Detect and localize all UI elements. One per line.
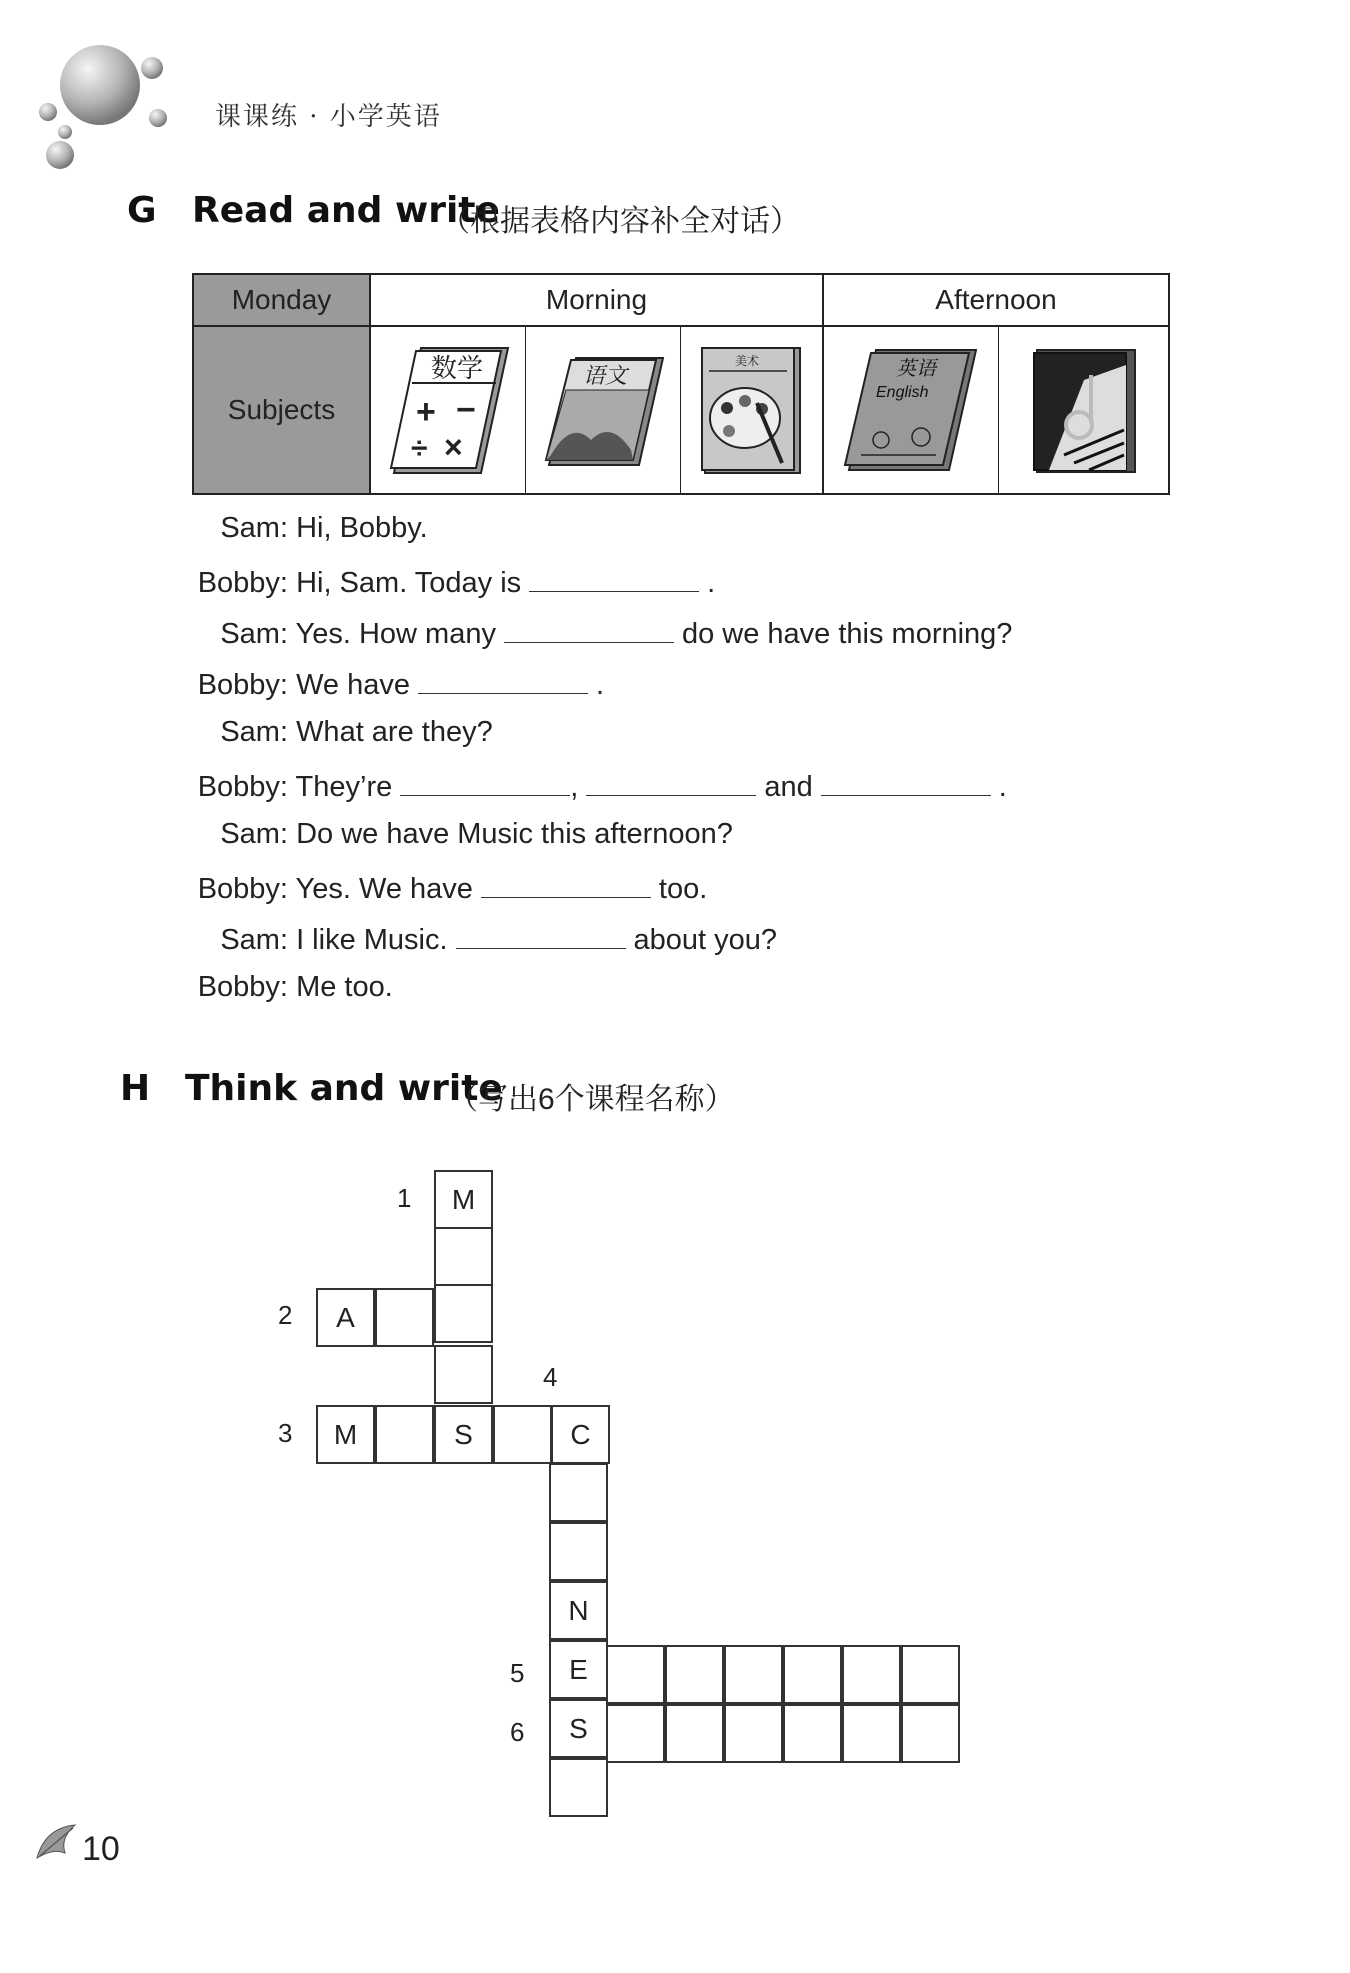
- dialogue-text: ,: [570, 771, 579, 803]
- answer-blank[interactable]: [586, 767, 756, 796]
- english-book-icon: [841, 345, 981, 475]
- answer-blank[interactable]: [529, 563, 699, 592]
- crossword-cell[interactable]: [375, 1405, 434, 1464]
- chinese-book-cell: [526, 327, 681, 493]
- afternoon-header: Afternoon: [824, 275, 1168, 327]
- clue-number-6: 6: [510, 1717, 525, 1747]
- answer-blank[interactable]: [504, 614, 674, 643]
- dialogue-text: and: [764, 771, 813, 803]
- speaker: Sam:: [220, 512, 288, 544]
- clue-number-4: 4: [543, 1362, 558, 1392]
- dialogue-line-4: [185, 665, 604, 702]
- crossword-cell[interactable]: [783, 1645, 842, 1704]
- crossword-cell[interactable]: M: [434, 1170, 493, 1229]
- dialogue-line-2: [185, 563, 715, 600]
- math-book-cell: [371, 327, 526, 493]
- crossword-cell[interactable]: [901, 1704, 960, 1763]
- speaker: Bobby:: [197, 567, 288, 599]
- crossword-cell[interactable]: [665, 1704, 724, 1763]
- crossword-cell[interactable]: [783, 1704, 842, 1763]
- dialogue-text: Yes. How many: [295, 618, 496, 650]
- section-g-title: Read and write: [192, 190, 500, 231]
- dialogue-line-7: [185, 818, 733, 851]
- dialogue-text: do we have this morning?: [681, 618, 1013, 650]
- speaker: Sam:: [220, 716, 288, 748]
- clue-number-2: 2: [278, 1300, 293, 1330]
- crossword-cell[interactable]: [842, 1645, 901, 1704]
- svg-text:÷: ÷: [410, 431, 427, 465]
- dialogue-line-6: [185, 767, 1007, 804]
- answer-blank[interactable]: [821, 767, 991, 796]
- dialogue-text: .: [595, 669, 605, 701]
- section-g-letter: G: [127, 190, 157, 231]
- speaker: Bobby:: [197, 873, 288, 905]
- speaker: Sam:: [220, 818, 288, 850]
- english-book-cell: [824, 327, 999, 493]
- speaker: Bobby:: [197, 971, 288, 1003]
- crossword-cell[interactable]: [606, 1645, 665, 1704]
- answer-blank[interactable]: [418, 665, 588, 694]
- morning-header: Morning: [371, 275, 824, 327]
- clue-number-1: 1: [397, 1183, 412, 1213]
- clue-number-5: 5: [510, 1658, 525, 1688]
- crossword-cell[interactable]: C: [551, 1405, 610, 1464]
- crossword-cell[interactable]: [724, 1704, 783, 1763]
- bubbles-logo-icon: [30, 40, 180, 170]
- crossword-cell[interactable]: M: [316, 1405, 375, 1464]
- crossword-cell[interactable]: [549, 1522, 608, 1581]
- crossword-cell[interactable]: [375, 1288, 434, 1347]
- answer-blank[interactable]: [400, 767, 570, 796]
- dialogue-text: Hi, Bobby.: [296, 512, 428, 544]
- music-book-cell: [999, 327, 1168, 493]
- subjects-label: Subjects: [194, 327, 371, 493]
- section-h-note: （写出6个课程名称）: [448, 1083, 735, 1116]
- dialogue-text: I like Music.: [296, 924, 448, 956]
- dialogue-text: We have: [296, 669, 410, 701]
- dialogue-text: Me too.: [296, 971, 393, 1003]
- speaker: Bobby:: [197, 771, 288, 803]
- leaf-icon: [35, 1823, 80, 1863]
- dialogue-text: .: [707, 567, 716, 599]
- svg-text:−: −: [455, 390, 476, 429]
- art-book-cell: [681, 327, 824, 493]
- dialogue-text: They’re: [295, 771, 393, 803]
- crossword-cell[interactable]: N: [549, 1581, 608, 1640]
- dialogue-line-8: [185, 869, 707, 906]
- dialogue-text: about you?: [633, 924, 778, 956]
- math-book-icon: [386, 343, 511, 478]
- math-book-label: 数学: [430, 353, 483, 384]
- crossword-cell[interactable]: [549, 1758, 608, 1817]
- day-cell: Monday: [194, 275, 371, 327]
- dialogue-line-1: [185, 512, 428, 545]
- dialogue-text: Yes. We have: [295, 873, 473, 905]
- section-h-letter: H: [120, 1068, 151, 1109]
- crossword-cell[interactable]: [434, 1284, 493, 1343]
- dialogue-line-9: [185, 920, 777, 957]
- speaker: Sam:: [220, 618, 288, 650]
- crossword-cell[interactable]: S: [434, 1405, 493, 1464]
- crossword-cell[interactable]: [549, 1463, 608, 1522]
- art-book-label: 美术: [734, 353, 759, 368]
- crossword-cell[interactable]: [493, 1405, 552, 1464]
- english-book-sub: English: [876, 384, 929, 401]
- crossword-cell[interactable]: [665, 1645, 724, 1704]
- crossword-cell[interactable]: A: [316, 1288, 375, 1347]
- svg-text:×: ×: [443, 428, 463, 465]
- answer-blank[interactable]: [456, 920, 626, 949]
- dialogue-text: Do we have Music this afternoon?: [296, 818, 733, 850]
- dialogue-line-10: [185, 971, 393, 1004]
- page-number: 10: [82, 1830, 120, 1868]
- crossword-cell[interactable]: [606, 1704, 665, 1763]
- header-title: 课课练 · 小学英语: [215, 102, 442, 132]
- crossword-cell[interactable]: [434, 1345, 493, 1404]
- chinese-book-icon: [541, 350, 666, 470]
- dialogue-text: .: [998, 771, 1007, 803]
- dialogue-text: too.: [658, 873, 708, 905]
- chinese-book-label: 语文: [582, 364, 627, 389]
- crossword-cell[interactable]: [434, 1227, 493, 1286]
- crossword-cell[interactable]: [724, 1645, 783, 1704]
- answer-blank[interactable]: [481, 869, 651, 898]
- english-book-label: 英语: [896, 356, 936, 380]
- crossword-cell[interactable]: E: [549, 1640, 608, 1699]
- music-book-icon: [1029, 345, 1139, 475]
- speaker: Sam:: [220, 924, 288, 956]
- section-g-note: （根据表格内容补全对话）: [440, 205, 800, 238]
- crossword-cell[interactable]: [901, 1645, 960, 1704]
- dialogue-text: Hi, Sam. Today is: [296, 567, 522, 599]
- dialogue-text: What are they?: [296, 716, 493, 748]
- crossword-cell[interactable]: S: [549, 1699, 608, 1758]
- speaker: Bobby:: [197, 669, 288, 701]
- svg-text:+: +: [415, 392, 436, 431]
- art-book-icon: [697, 343, 807, 478]
- clue-number-3: 3: [278, 1418, 293, 1448]
- dialogue-line-5: [185, 716, 493, 749]
- schedule-table: [192, 273, 1170, 495]
- dialogue-line-3: [185, 614, 1012, 651]
- crossword-cell[interactable]: [842, 1704, 901, 1763]
- section-h-title: Think and write: [185, 1068, 503, 1109]
